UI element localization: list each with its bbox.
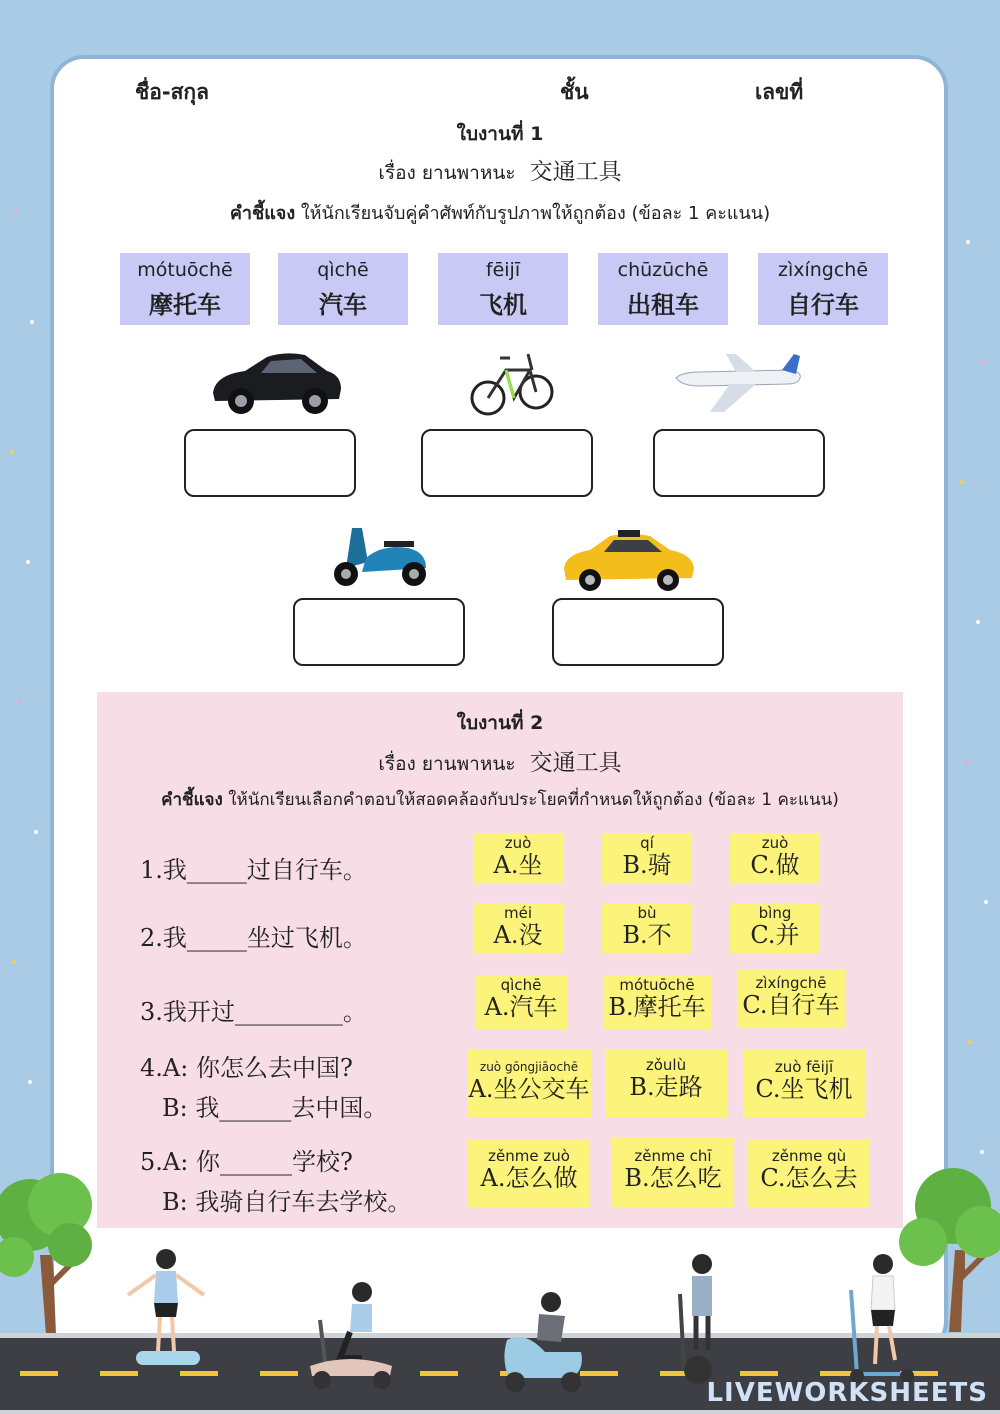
q3-option-b[interactable] (603, 975, 711, 1029)
vocab-card-motorcycle[interactable] (120, 253, 250, 325)
option-text: C.做 (750, 851, 800, 879)
option-pinyin: méi (503, 904, 532, 922)
q1-option-c[interactable] (730, 833, 820, 883)
option-text: B.不 (622, 921, 672, 949)
class-label: ชั้น (560, 80, 589, 104)
tree-left-icon (0, 1165, 100, 1340)
vocab-card-airplane[interactable] (438, 253, 568, 325)
number-label: เลขที่ (755, 80, 804, 104)
option-text: A.没 (493, 921, 543, 949)
vocab-card-taxi[interactable] (598, 253, 728, 325)
q5-option-b[interactable] (612, 1138, 734, 1208)
option-text: C.坐飞机 (755, 1075, 853, 1103)
sheet2-instr-bold: คำชี้แจง (161, 790, 223, 810)
person-hoverboard-icon (122, 1245, 212, 1375)
option-text: A.坐 (493, 851, 543, 879)
option-text: A.坐公交车 (468, 1075, 590, 1103)
person-scooter-icon (300, 1280, 400, 1395)
q1-option-b[interactable] (602, 833, 692, 883)
option-text: A.怎么做 (480, 1164, 578, 1192)
liveworksheets-logo: LIVEWORKSHEETS (706, 1378, 988, 1408)
q4-option-a[interactable] (467, 1049, 591, 1117)
sheet1-instructions (0, 198, 1000, 227)
option-pinyin: zuò gōngjiāochē (479, 1060, 579, 1074)
q3-option-c[interactable] (737, 970, 845, 1028)
q4-option-b[interactable] (605, 1049, 727, 1117)
question-3: 3.我开过_________。 (140, 998, 367, 1026)
motorcycle-icon (322, 518, 437, 590)
vocab-hanzi: 飞机 (479, 290, 527, 319)
q2-option-c[interactable] (730, 903, 820, 953)
vocab-pinyin: mótuōchē (137, 259, 233, 281)
answer-box-airplane[interactable] (653, 429, 825, 497)
answer-box-taxi[interactable] (552, 598, 724, 666)
option-text: B.摩托车 (608, 993, 706, 1021)
option-text: B.骑 (622, 851, 672, 879)
option-pinyin: qìchē (500, 976, 542, 994)
sheet2-topic-zh: 交通工具 (529, 750, 622, 776)
option-text: A.汽车 (484, 993, 558, 1021)
sheet2-topic (97, 744, 903, 779)
q5-option-c[interactable] (748, 1140, 870, 1208)
option-pinyin: qí (640, 834, 654, 852)
person-motorbike-icon (495, 1290, 590, 1395)
option-pinyin: zuò (761, 834, 789, 852)
option-pinyin: bìng (758, 904, 792, 922)
sheet1-topic (0, 153, 1000, 188)
sheet2-topic-th: เรื่อง ยานพาหนะ (378, 753, 516, 775)
option-text: B.怎么吃 (624, 1164, 722, 1192)
question-4-line1: 4.A: 你怎么去中国? (140, 1054, 353, 1082)
taxi-icon (560, 528, 698, 593)
bicycle-icon (470, 340, 555, 422)
option-text: C.并 (750, 921, 800, 949)
option-pinyin: zǒulù (645, 1056, 687, 1074)
vocab-hanzi: 自行车 (787, 290, 859, 319)
option-pinyin: mótuōchē (619, 976, 695, 994)
option-text: C.怎么去 (760, 1164, 858, 1192)
vocab-card-bicycle[interactable] (758, 253, 888, 325)
question-1: 1.我_____过自行车。 (140, 856, 367, 884)
q5-option-a[interactable] (468, 1140, 590, 1208)
airplane-icon (670, 350, 805, 415)
option-pinyin: zěnme qù (771, 1147, 847, 1165)
sheet1-instr-bold: คำชี้แจง (229, 203, 296, 224)
name-label: ชื่อ-สกุล (135, 80, 209, 104)
answer-box-car[interactable] (184, 429, 356, 497)
q3-option-a[interactable] (475, 975, 567, 1029)
q2-option-a[interactable] (473, 903, 563, 953)
option-pinyin: zìxíngchē (755, 974, 827, 992)
vocab-hanzi: 出租车 (627, 290, 699, 319)
answer-box-motorcycle[interactable] (293, 598, 465, 666)
question-5-line2: B: 我骑自行车去学校。 (162, 1188, 412, 1216)
sheet1-topic-th: เรื่อง ยานพาหนะ (378, 162, 516, 184)
q4-option-c[interactable] (743, 1049, 865, 1117)
question-2: 2.我_____坐过飞机。 (140, 924, 367, 952)
option-pinyin: bù (637, 904, 657, 922)
vocab-pinyin: fēijī (485, 259, 521, 281)
option-text: C.自行车 (742, 991, 840, 1019)
option-pinyin: zěnme chī (634, 1147, 712, 1165)
question-4-line2: B: 我______去中国。 (162, 1094, 388, 1122)
vocab-hanzi: 摩托车 (149, 290, 221, 319)
car-icon (205, 345, 345, 420)
vocab-card-car[interactable] (278, 253, 408, 325)
sheet1-topic-zh: 交通工具 (529, 159, 622, 185)
option-text: B.走路 (629, 1073, 703, 1101)
person-segway-icon (670, 1250, 730, 1390)
answer-box-bicycle[interactable] (421, 429, 593, 497)
question-5-line1: 5.A: 你______学校? (140, 1148, 353, 1176)
person-kickscooter-icon (835, 1250, 920, 1390)
vocab-pinyin: chūzūchē (617, 259, 709, 281)
sheet1-title: ใบงานที่ 1 (456, 123, 544, 145)
option-pinyin: zuò (504, 834, 532, 852)
vocab-pinyin: zìxíngchē (777, 259, 869, 281)
option-pinyin: zěnme zuò (488, 1147, 570, 1165)
sheet2-title: ใบงานที่ 2 (456, 712, 544, 734)
sheet2-instructions (97, 786, 903, 813)
vocab-pinyin: qìchē (317, 259, 369, 281)
q1-option-a[interactable] (473, 833, 563, 883)
q2-option-b[interactable] (602, 903, 692, 953)
option-pinyin: zuò fēijī (774, 1058, 834, 1076)
sheet2-instr-rest: ให้นักเรียนเลือกคำตอบให้สอดคล้องกับประโยคที่กำหนดให้ถูกต้อง (ข้อละ 1 คะแนน) (228, 790, 839, 810)
vocab-hanzi: 汽车 (319, 290, 367, 319)
sheet1-instr-rest: ให้นักเรียนจับคู่คำศัพท์กับรูปภาพให้ถูกต้อง (ข้อละ 1 คะแนน) (300, 203, 771, 224)
